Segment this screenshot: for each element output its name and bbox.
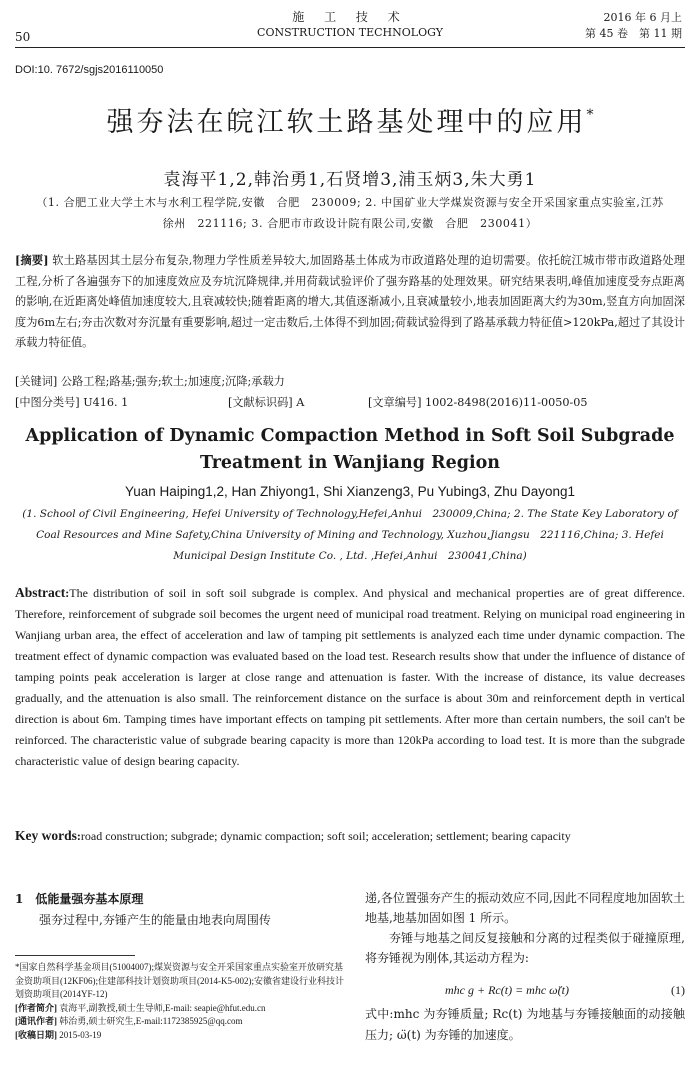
clc-code: [中图分类号] U416. 1: [15, 396, 129, 409]
issue-volume: 第 45 卷 第 11 期: [585, 27, 682, 40]
keywords-en-text: road construction; subgrade; dynamic compaction; soft soil; acceleration; settlement; bearing capacity: [80, 829, 571, 843]
document-code: [文献标识码] A: [228, 396, 305, 409]
abstract-cn-text: 软土路基因其土层分布复杂,物理力学性质差异较大,加固路基土体成为市政道路处理的迫切需要。依托皖江城市带市政道路处理工程,分析了各遍强夯下的加速度效应及夯坑沉降规律,并用荷载试验评价了强夯路基的处理效果。研究结果表明,峰值加速度受夯点距离的影响,在近距离处峰值加速度较大,且衰减较快;随着距离的增大,其值逐渐减小,且衰减量较小,地表加固距离大约为30m,竖直方向加固深度为6m左右;夯击次数对夯沉量有重要影响,超过一定击数后,土体得不到加固;荷载试验得到了路基承载力特征值>120kPa,超过了其设计承载力特征值。: [15, 254, 685, 349]
body-paragraph-right-3: 式中:mhc 为夯锤质量; Rc(t) 为地基与夯锤接触面的动接触压力; ω̈(t) 为夯锤的加速度。: [365, 1007, 685, 1042]
footnote-author: [作者简介] 袁海平,副教授,硕士生导师,E-mail: seapie@hfut.edu.cn: [15, 1002, 266, 1013]
abstract-en: Abstract:The distribution of soil in soft soil subgrade is complex. And physical and mechanical properties are of great difference. Therefore, reinforcement of subgrade soil becomes the urgent need of municipal road treatment. Relying on municipal road engineering in Wanjiang urban area, the effect of acceleration and law of tamping pit settlements is analyzed each time under dynamic compaction. The treatment effect of dynamic compaction was evaluated based on the load test. Research results show that under the influence of distance of tamping points peak acceleration is larger at close range and attenuation is faster. With the increase of distance, its value decreases gradually, and the attenuation is also small. The reinforcement distance on the surface is about 30m and reinforcement depth in vertical direction is about 6m. Tamping times have important effects on tamping pit settlements. After more than certain numbers, the soil can't be reinforced. The characteristic value of subgrade bearing capacity is more than 120kPa according to load test. It is more than the subgrade characteristic value of design bearing capacity.: [15, 585, 685, 768]
section-heading: 1 低能量强夯基本原理: [15, 892, 144, 906]
equation-expression: mhc g + Rc(t) = mhc ω̈(t): [445, 983, 569, 997]
authors-cn: 袁海平1,2,韩治勇1,石贤增3,浦玉炳3,朱大勇1: [163, 170, 537, 190]
equation-number: (1): [671, 983, 685, 997]
body-paragraph-right-1: 递,各位置强夯产生的振动效应不同,因此不同程度地加固软土地基,地基加固如图 1 所示。: [365, 891, 685, 925]
keywords-en: Key words:road construction; subgrade; dynamic compaction; soft soil; acceleration; settlement; bearing capacity: [15, 828, 571, 843]
title-en: Application of Dynamic Compaction Method in Soft Soil Subgrade Treatment in Wanjiang Region: [25, 426, 675, 473]
page-number: 50: [15, 30, 31, 44]
affiliation-en: (1. School of Civil Engineering, Hefei University of Technology,Hefei,Anhui 230009,China; 2. The State Key Laboratory of Coal Resources and Mine Safety,China University of Mining and Technology, Xuzhou,Jiangsu 221116,China; 3. Hefei Municipal Design Institute Co. , Ltd. ,Hefei,Anhui 230041,China): [22, 508, 678, 562]
article-number: [文章编号] 1002-8498(2016)11-0050-05: [368, 396, 588, 409]
footnote-divider: [15, 955, 135, 956]
body-paragraph-left: 强夯过程中,夯锤产生的能量由地表向周围传: [39, 913, 271, 927]
footnotes: [15, 961, 345, 1042]
keywords-cn: [15, 373, 285, 389]
body-right-column: [365, 888, 685, 968]
affiliation-cn: （1. 合肥工业大学土木与水利工程学院,安徽 合肥 230009; 2. 中国矿业大学煤炭资源与安全开采国家重点实验室,江苏 徐州 221116; 3. 合肥市市政设计院有限公司,安徽 合肥 230041）: [36, 196, 676, 230]
header-divider: [15, 47, 685, 48]
footnote-fund: *国家自然科学基金项目(51004007);煤炭资源与安全开采国家重点实验室开放研究基金资助项目(12KF06);住建部科技计划资助项目(2014-K5-002);安徽省建设行业科技计划资助项目(2014YF-12): [15, 962, 344, 999]
footnote-corresponding: [通讯作者] 韩治勇,硕士研究生,E-mail:1172385925@qq.com: [15, 1016, 243, 1026]
keywords-cn-label: [关键词]: [15, 375, 58, 388]
title-footnote-mark: *: [586, 107, 594, 123]
authors-en: Yuan Haiping1,2, Han Zhiyong1, Shi Xianzeng3, Pu Yubing3, Zhu Dayong1: [124, 484, 576, 499]
journal-name-cn: 施 工 技 术: [292, 10, 408, 24]
keywords-en-label: Key words: [15, 828, 77, 843]
abstract-cn: [15, 250, 685, 354]
title-cn: [0, 100, 700, 139]
issue-date: 2016 年 6 月上: [603, 11, 682, 24]
title-cn-text: 强夯法在皖江软土路基处理中的应用: [106, 107, 587, 138]
body-paragraph-right-2: 夯锤与地基之间反复接触和分离的过程类似于碰撞原理,将夯锤视为刚体,其运动方程为:: [365, 931, 685, 965]
abstract-cn-label: [摘要]: [15, 253, 49, 267]
issue-info: [585, 10, 682, 42]
abstract-en-text: The distribution of soil in soft soil subgrade is complex. And physical and mechanical properties are of great difference. Therefore, reinforcement of subgrade soil becomes the urgent need of municipal road treatment. Relying on municipal road engineering in Wanjiang urban area, the effect of acceleration and law of tamping pit settlements is analyzed each time under dynamic compaction. The treatment effect of dynamic compaction was evaluated based on the load test. Research results show that under the influence of distance of tamping points peak acceleration is larger at close range and attenuation is faster. With the increase of distance, its value decreases gradually, and the attenuation is also small. The reinforcement distance on the surface is about 30m and reinforcement depth in vertical direction is about 6m. Tamping times have important effects on tamping pit settlements. After more than certain numbers, the soil can't be reinforced. The characteristic value of subgrade bearing capacity is more than 120kPa according to load test. It is more than the subgrade characteristic value of design bearing capacity.: [15, 586, 685, 768]
doi: DOI:10. 7672/sgjs2016110050: [15, 64, 164, 76]
footnote-received: [收稿日期] 2015-03-19: [15, 1029, 102, 1040]
journal-name-en: CONSTRUCTION TECHNOLOGY: [257, 26, 443, 39]
abstract-en-label: Abstract: [15, 585, 66, 600]
keywords-cn-text: 公路工程;路基;强夯;软土;加速度;沉降;承载力: [60, 375, 285, 388]
